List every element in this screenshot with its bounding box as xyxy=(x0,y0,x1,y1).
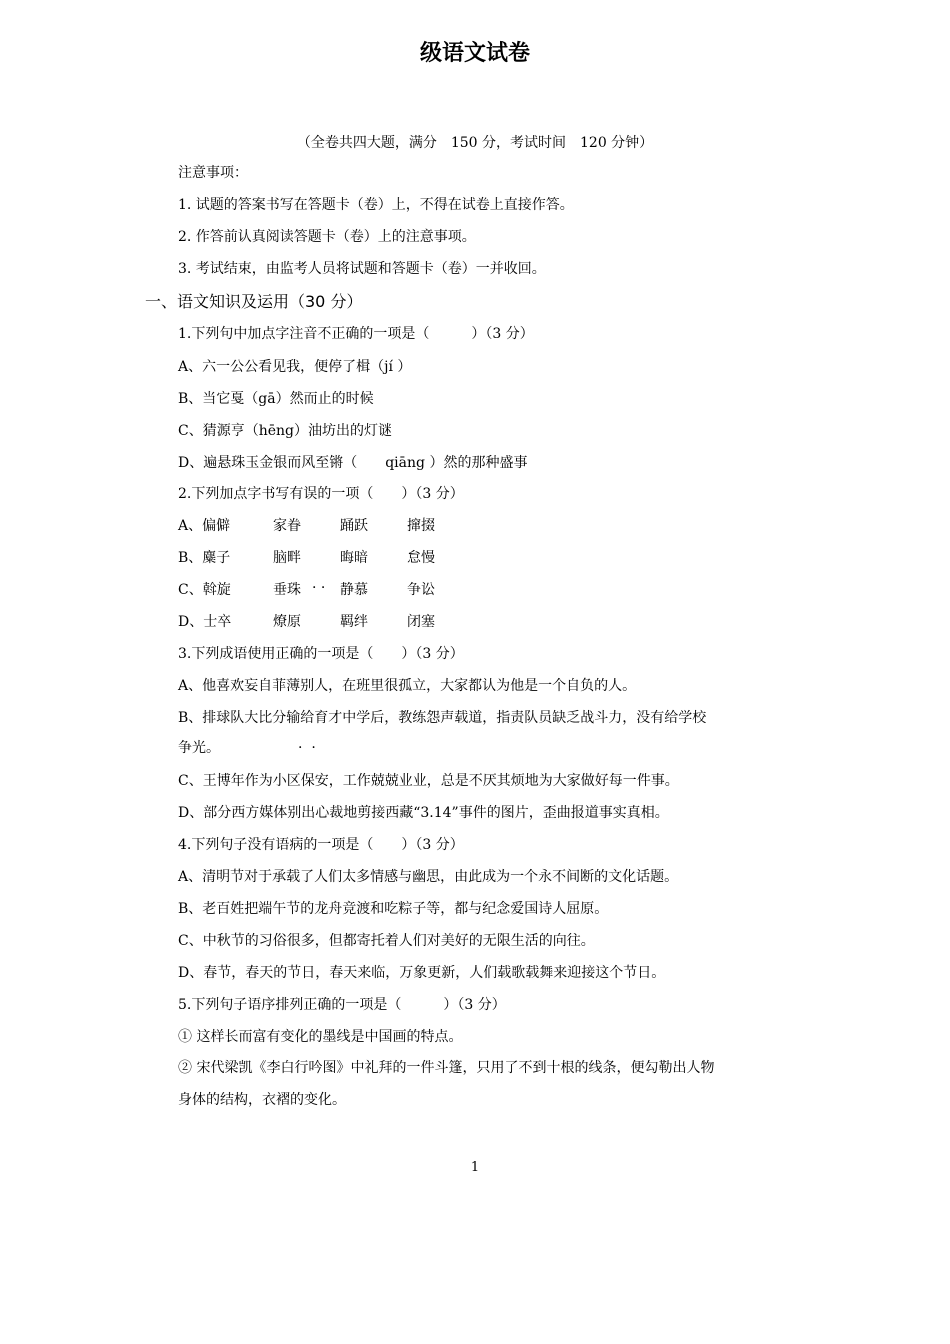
q5-stem: 5.下列句子语序排列正确的一项是（ ）（3 分） xyxy=(178,997,506,1013)
q4-stem: 4.下列句子没有语病的一项是（ ）（3 分） xyxy=(178,837,464,853)
q2-b-word-3: 晦暗 xyxy=(340,550,368,566)
q2-a-word-2: 家眷 xyxy=(273,518,301,534)
exam-title: 级语文试卷 xyxy=(419,41,530,66)
q1-option-d: D、遍悬珠玉金银而风至锵（ qiāng ）然的那种盛事 xyxy=(178,455,528,471)
q1-option-c: C、猜源亨（hēng）油坊出的灯谜 xyxy=(178,423,392,439)
q2-a-word-4: 撺掇 xyxy=(407,518,435,534)
exam-subtitle: （全卷共四大题，满分 150 分，考试时间 120 分钟） xyxy=(296,135,654,151)
page-number: 1 xyxy=(470,1160,480,1175)
q2-b-word-1: B、麋子 xyxy=(178,550,231,566)
q2-row-b xyxy=(178,548,474,568)
q2-b-word-2: 脑畔 xyxy=(273,550,301,566)
q2-a-word-3: 踊跃 xyxy=(340,518,368,534)
q1-stem: 1.下列句中加点字注音不正确的一项是（ ）（3 分） xyxy=(178,326,534,342)
q2-c-word-2: 垂珠 xyxy=(273,582,301,598)
q3-option-d: D、部分西方媒体别出心裁地剪接西藏“3.14”事件的图片，歪曲报道事实真相。 xyxy=(178,805,669,821)
emphasis-dots: · · xyxy=(298,740,316,756)
q2-b-word-4: 怠慢 xyxy=(407,550,435,566)
q1-option-b: B、当它戛（gā）然而止的时候 xyxy=(178,391,374,407)
q2-row-c xyxy=(178,580,474,600)
section-heading-1: 一、语文知识及运用（30 分） xyxy=(145,292,363,311)
notice-2: 2. 作答前认真阅读答题卡（卷）上的注意事项。 xyxy=(178,229,476,245)
q1-option-a: A、六一公公看见我，便停了楫（jí ） xyxy=(178,359,412,375)
notice-3: 3. 考试结束，由监考人员将试题和答题卡（卷）一并收回。 xyxy=(178,261,546,277)
q3-option-c: C、王博年作为小区保安，工作兢兢业业，总是不厌其烦地为大家做好每一件事。 xyxy=(178,773,679,789)
q4-option-d: D、春节，春天的节日，春天来临，万象更新，人们载歌载舞来迎接这个节日。 xyxy=(178,965,666,981)
q4-option-a: A、清明节对于承载了人们太多情感与幽思，由此成为一个永不间断的文化话题。 xyxy=(178,869,679,885)
q4-option-b: B、老百姓把端午节的龙舟竞渡和吃粽子等，都与纪念爱国诗人屈原。 xyxy=(178,901,609,917)
q3-option-b-line2: 争光。 xyxy=(178,740,220,756)
q4-option-c: C、中秋节的习俗很多，但都寄托着人们对美好的无限生活的向往。 xyxy=(178,933,595,949)
q5-sentence-2-line2: 身体的结构，衣褶的变化。 xyxy=(178,1092,346,1108)
q5-sentence-2-line1: ② 宋代梁凯《李白行吟图》中礼拜的一件斗篷，只用了不到十根的线条，便勾勒出人物 xyxy=(178,1060,715,1076)
q2-d-word-1: D、士卒 xyxy=(178,614,232,630)
q2-c-word-3: 静慕 xyxy=(340,582,368,598)
q2-stem: 2.下列加点字书写有误的一项（ ）（3 分） xyxy=(178,486,464,502)
q2-d-word-2: 燎原 xyxy=(273,614,301,630)
q3-option-a: A、他喜欢妄自菲薄别人，在班里很孤立，大家都认为他是一个自负的人。 xyxy=(178,678,637,694)
q2-c-word-4: 争讼 xyxy=(407,582,435,598)
q5-sentence-1: ① 这样长而富有变化的墨线是中国画的特点。 xyxy=(178,1029,463,1045)
q3-option-b-line1: B、排球队大比分输给育才中学后，教练怨声载道，指责队员缺乏战斗力，没有给学校 xyxy=(178,710,707,726)
notice-heading: 注意事项： xyxy=(178,165,248,181)
q2-d-word-4: 闭塞 xyxy=(407,614,435,630)
q2-row-a xyxy=(178,516,474,536)
q2-c-word-1: C、斡旋 xyxy=(178,582,231,598)
q2-a-word-1: A、偏僻 xyxy=(178,518,231,534)
q2-row-d xyxy=(178,612,474,632)
emphasis-dots: · · xyxy=(312,580,326,596)
q2-d-word-3: 羁绊 xyxy=(340,614,368,630)
q3-stem: 3.下列成语使用正确的一项是（ ）（3 分） xyxy=(178,646,464,662)
notice-1: 1. 试题的答案书写在答题卡（卷）上，不得在试卷上直接作答。 xyxy=(178,197,574,213)
